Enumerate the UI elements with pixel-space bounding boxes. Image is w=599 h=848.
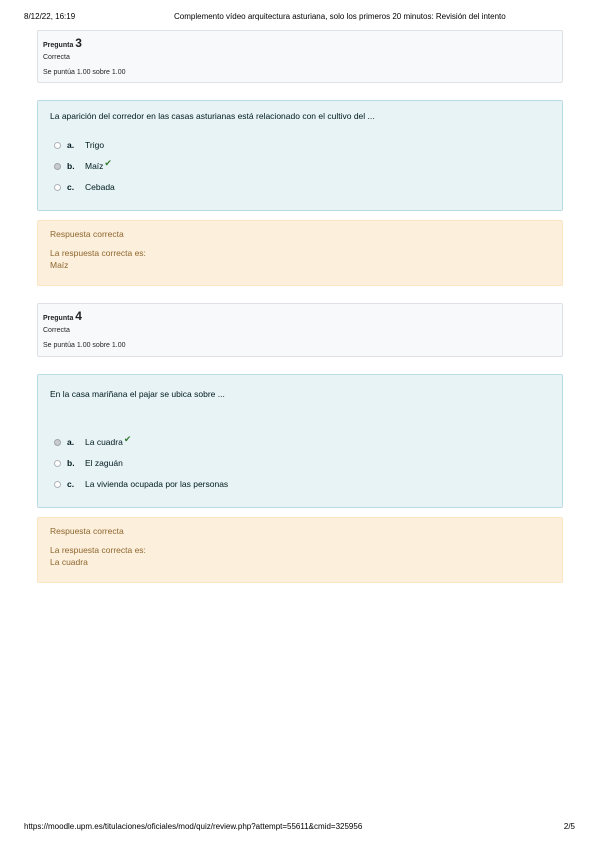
question-formulation-4 (37, 374, 563, 508)
print-datetime: 8/12/22, 16:19 (24, 12, 76, 21)
print-url: https://moodle.upm.es/titulaciones/oficiales/mod/quiz/review.php?attempt=55611&cmid=325956 (24, 822, 363, 831)
question-feedback-4 (37, 517, 563, 583)
question-grade-4: Se puntúa 1.00 sobre 1.00 (43, 342, 126, 349)
question-number-3: Pregunta 3 (43, 36, 82, 50)
answer-option-3c[interactable]: c. Cebada (54, 180, 115, 194)
page-number: 2/5 (563, 822, 575, 831)
question-info-3 (37, 30, 563, 83)
question-formulation-3 (37, 100, 563, 211)
question-text-3: La aparición del corredor en las casas asturianas está relacionado con el cultivo del ... (50, 111, 375, 121)
radio-button-checked[interactable] (54, 163, 61, 170)
answer-option-3a[interactable]: a. Trigo (54, 138, 104, 152)
question-state-4: Correcta (43, 327, 70, 334)
answer-option-4a[interactable]: a. La cuadra ✔ (54, 435, 131, 449)
radio-button-checked[interactable] (54, 439, 61, 446)
print-header (24, 12, 575, 26)
answer-option-4b[interactable]: b. El zaguán (54, 456, 123, 470)
question-feedback-3 (37, 220, 563, 286)
correct-answer-label: La respuesta correcta es: (50, 545, 146, 555)
answer-option-3b[interactable]: b. Maíz ✔ (54, 159, 112, 173)
correct-answer-label: La respuesta correcta es: (50, 248, 146, 258)
answer-option-4c[interactable]: c. La vivienda ocupada por las personas (54, 477, 228, 491)
question-text-4: En la casa mariñana el pajar se ubica sobre ... (50, 389, 225, 399)
feedback-title: Respuesta correcta (50, 526, 124, 536)
print-page-title: Complemento vídeo arquitectura asturiana, solo los primeros 20 minutos: Revisión del intento (174, 12, 506, 21)
radio-button[interactable] (54, 460, 61, 467)
radio-button[interactable] (54, 184, 61, 191)
question-info-4 (37, 303, 563, 357)
feedback-title: Respuesta correcta (50, 229, 124, 239)
correct-answer-value: La cuadra (50, 557, 88, 567)
print-footer (24, 822, 575, 836)
check-icon: ✔ (104, 157, 112, 168)
correct-answer-value: Maíz (50, 260, 69, 270)
radio-button[interactable] (54, 142, 61, 149)
question-number-4: Pregunta 4 (43, 309, 82, 323)
radio-button[interactable] (54, 481, 61, 488)
check-icon: ✔ (123, 433, 132, 444)
question-state-3: Correcta (43, 54, 70, 61)
question-grade-3: Se puntúa 1.00 sobre 1.00 (43, 69, 126, 76)
